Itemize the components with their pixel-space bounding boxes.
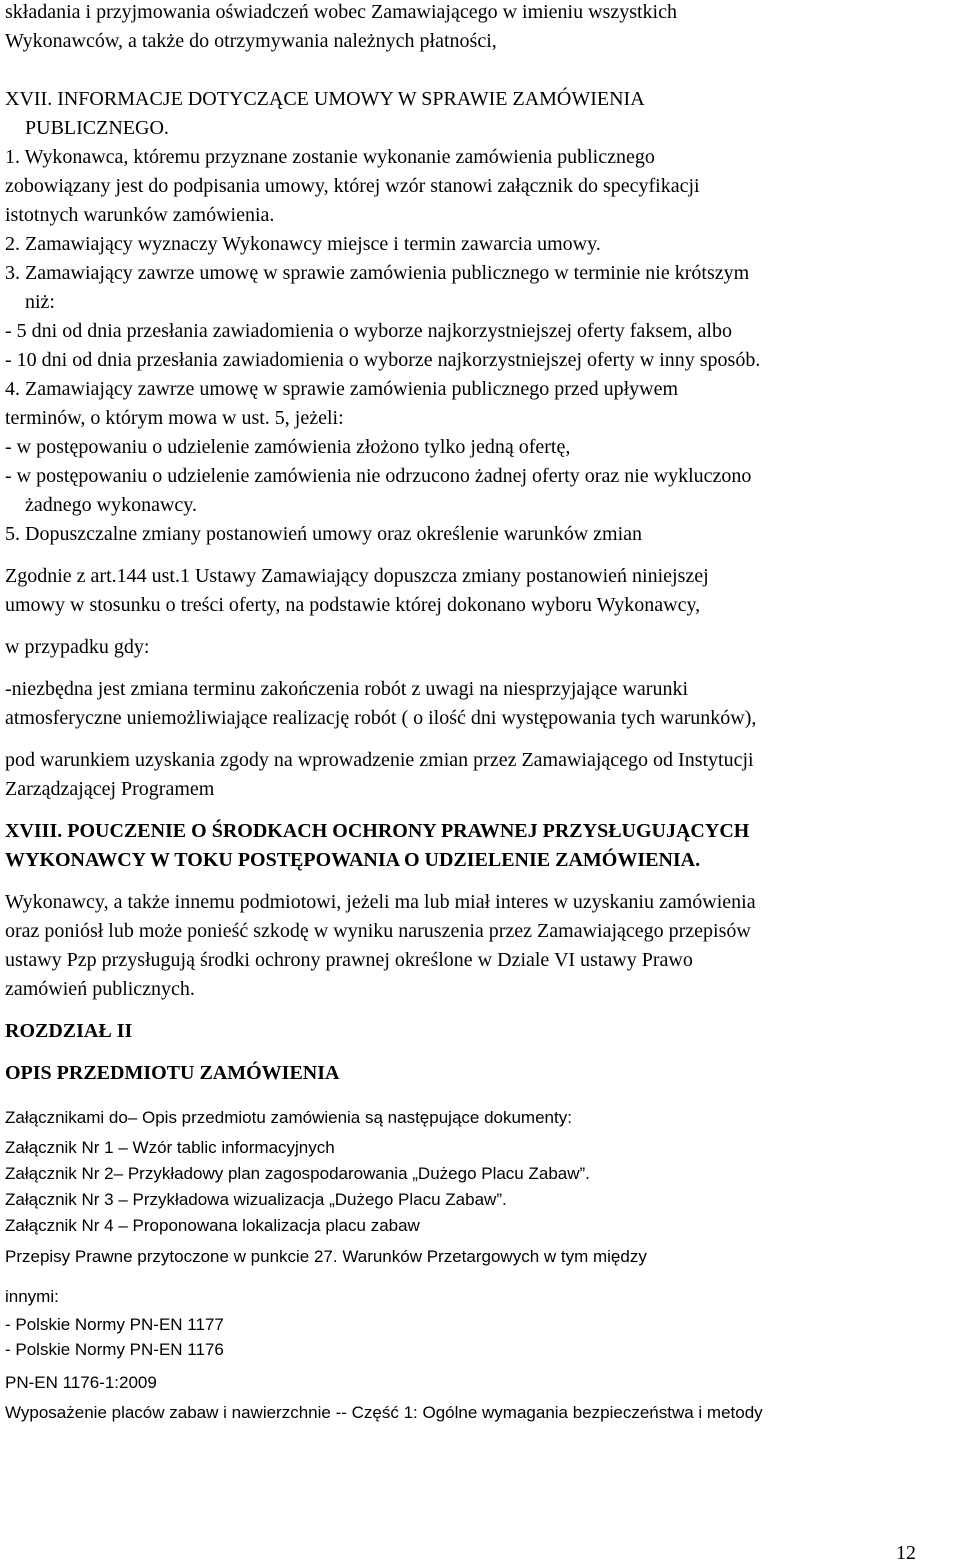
text-line: - w postępowaniu o udzielenie zamówienia złożono tylko jedną ofertę, [5,436,571,458]
section-heading: XVIII. POUCZENIE O ŚRODKACH OCHRONY PRAWNEJ PRZYSŁUGUJĄCYCH [5,820,750,842]
text-line: zamówień publicznych. [5,978,195,1000]
attachment-item: Załącznik Nr 1 – Wzór tablic informacyjnych [5,1138,335,1157]
norm-title: Wyposażenie placów zabaw i nawierzchnie -- Część 1: Ogólne wymagania bezpieczeństwa i metody [5,1403,763,1422]
text-line: niż: [25,291,55,313]
text-line: 4. Zamawiający zawrze umowę w sprawie zamówienia publicznego przed upływem [5,378,679,400]
text-line: umowy w stosunku o treści oferty, na podstawie której dokonano wyboru Wykonawcy, [5,594,701,616]
text-line: atmosferyczne uniemożliwiające realizację robót ( o ilość dni występowania tych warunków), [5,707,757,729]
text-line: Zgodnie z art.144 ust.1 Ustawy Zamawiający dopuszcza zmiany postanowień niniejszej [5,565,709,587]
section-heading: PUBLICZNEGO. [25,117,169,139]
chapter-heading: ROZDZIAŁ II [5,1020,133,1042]
text-line: - 10 dni od dnia przesłania zawiadomienia o wyborze najkorzystniejszej oferty w inny sposób. [5,349,761,371]
text-line: -niezbędna jest zmiana terminu zakończenia robót z uwagi na niesprzyjające warunki [5,678,689,700]
section-heading: XVII. INFORMACJE DOTYCZĄCE UMOWY W SPRAWIE ZAMÓWIENIA [5,88,645,110]
norm-item: - Polskie Normy PN-EN 1176 [5,1340,224,1359]
section-heading: WYKONAWCY W TOKU POSTĘPOWANIA O UDZIELENIE ZAMÓWIENIA. [5,849,701,871]
text-line: Wykonawców, a także do otrzymywania należnych płatności, [5,30,497,52]
text-line: w przypadku gdy: [5,636,150,658]
attachment-item: Załącznik Nr 2– Przykładowy plan zagospodarowania „Dużego Placu Zabaw”. [5,1164,590,1183]
attachment-item: Załącznik Nr 4 – Proponowana lokalizacja placu zabaw [5,1216,420,1235]
text-line: 3. Zamawiający zawrze umowę w sprawie zamówienia publicznego w terminie nie krótszym [5,262,750,284]
text-line: Przepisy Prawne przytoczone w punkcie 27. Warunków Przetargowych w tym między [5,1247,647,1266]
text-line: 1. Wykonawca, któremu przyznane zostanie wykonanie zamówienia publicznego [5,146,655,168]
text-line: zobowiązany jest do podpisania umowy, której wzór stanowi załącznik do specyfikacji [5,175,700,197]
text-line: Załącznikami do– Opis przedmiotu zamówienia są następujące dokumenty: [5,1108,572,1127]
text-line: - 5 dni od dnia przesłania zawiadomienia o wyborze najkorzystniejszej oferty faksem, albo [5,320,732,342]
text-line: pod warunkiem uzyskania zgody na wprowadzenie zmian przez Zamawiającego od Instytucji [5,749,754,771]
norm-code: PN-EN 1176-1:2009 [5,1373,157,1392]
chapter-heading: OPIS PRZEDMIOTU ZAMÓWIENIA [5,1062,340,1084]
text-line: terminów, o którym mowa w ust. 5, jeżeli: [5,407,344,429]
text-line: Wykonawcy, a także innemu podmiotowi, jeżeli ma lub miał interes w uzyskaniu zamówienia [5,891,756,913]
attachment-item: Załącznik Nr 3 – Przykładowa wizualizacja „Dużego Placu Zabaw”. [5,1190,507,1209]
text-line: żadnego wykonawcy. [25,494,197,516]
text-line: oraz poniósł lub może ponieść szkodę w wyniku naruszenia przez Zamawiającego przepisów [5,920,751,942]
text-line: istotnych warunków zamówienia. [5,204,275,226]
norm-item: - Polskie Normy PN-EN 1177 [5,1315,224,1334]
text-line: składania i przyjmowania oświadczeń wobec Zamawiającego w imieniu wszystkich [5,1,677,23]
text-line: ustawy Pzp przysługują środki ochrony prawnej określone w Dziale VI ustawy Prawo [5,949,693,971]
text-line: - w postępowaniu o udzielenie zamówienia nie odrzucono żadnej oferty oraz nie wykluczono [5,465,752,487]
text-line: innymi: [5,1287,59,1306]
text-line: Zarządzającej Programem [5,778,215,800]
page-number: 12 [896,1542,916,1564]
text-line: 2. Zamawiający wyznaczy Wykonawcy miejsce i termin zawarcia umowy. [5,233,601,255]
text-line: 5. Dopuszczalne zmiany postanowień umowy oraz określenie warunków zmian [5,523,643,545]
